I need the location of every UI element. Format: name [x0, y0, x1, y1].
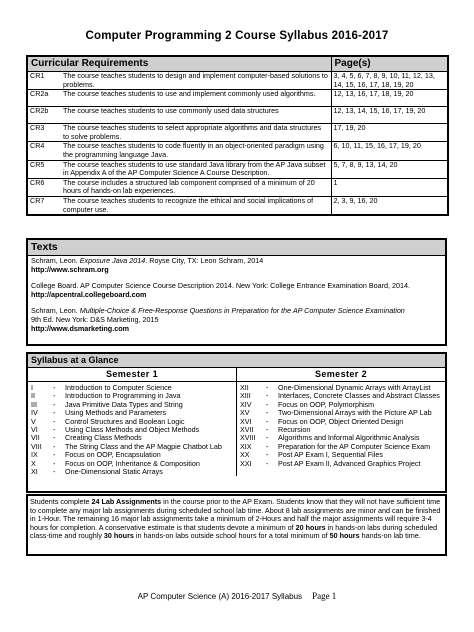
requirement-row	[27, 90, 448, 107]
lab-text: Students complete	[30, 497, 92, 506]
unit-title: Focus on OOP, Object Oriented Design	[278, 416, 404, 426]
requirement-pages: 3, 4, 5, 6, 7, 8, 9, 10, 11, 12, 13, 14, 15, 16, 17, 18, 19, 20	[331, 72, 448, 90]
lab-text: in the course prior to the AP Exam. Students know that they will not have sufficient time to complete any major lab assignments during scheduled school lab time. About 8 lab assignments are minor and can be finished in 1-Hour. The remaining 16 major lab assignments take a minimum of 2-Hours and half the major assignments will require 3-4 hours for completion. A conservative estimate is that students devote a minimum of	[30, 497, 441, 532]
requirement-code: CR4	[27, 142, 61, 160]
unit-separator: -	[53, 416, 56, 426]
page-footer	[0, 591, 474, 601]
unit-separator: -	[53, 458, 56, 468]
lab-text: in hands-on labs during scheduled class-time and roughly	[30, 522, 438, 541]
reference-author: Schram, Leon.	[31, 306, 80, 316]
unit-title: Two-Dimensional Arrays with the Picture AP Lab	[278, 408, 432, 418]
reference-link[interactable]: http://www.schram.org	[31, 264, 109, 274]
requirement-description: The course includes a structured lab component comprised of a minimum of 20 hours of hands-on lab experiences.	[61, 178, 331, 196]
text-reference-2	[28, 282, 445, 299]
text-reference-1	[28, 257, 445, 274]
lab-class-hours: 20 hours	[295, 522, 326, 532]
unit-title: Post AP Exam I, Sequential Files	[278, 450, 383, 460]
requirement-code: CR2a	[27, 90, 61, 107]
unit-number: VIII	[31, 441, 42, 451]
unit-title: Recursion	[278, 425, 311, 435]
curricular-requirements-table	[26, 55, 449, 216]
requirement-description: The course teaches students to use standard Java library from the AP Java subset in Appendix A of the AP Computer Science A Course Description.	[61, 160, 331, 178]
unit-number: XV	[240, 408, 250, 418]
unit-title: One-Dimensional Dynamic Arrays with ArrayList	[278, 383, 431, 392]
unit-title: Creating Class Methods	[65, 433, 142, 443]
document-title: Computer Programming 2 Course Syllabus 2016-2017	[85, 30, 389, 42]
unit-separator: -	[53, 433, 56, 443]
requirement-code: CR1	[27, 72, 61, 90]
reference-citation: College Board. AP Computer Science Course Description 2014. New York: College Entrance Examination Board, 2014.	[31, 281, 411, 291]
unit-separator: -	[266, 425, 269, 435]
unit-separator: -	[266, 450, 269, 460]
unit-title: One-Dimensional Static Arrays	[65, 467, 163, 477]
unit-title: Interfaces, Concrete Classes and Abstract Classes	[278, 391, 440, 401]
pages-header-label: Page(s)	[331, 56, 448, 72]
unit-separator: -	[53, 383, 56, 392]
requirement-pages: 2, 3, 9, 16, 20	[331, 196, 448, 215]
requirement-pages: 5, 7, 8, 9, 13, 14, 20	[331, 160, 448, 178]
page-number: Page 1	[312, 591, 337, 601]
semester-1-units	[28, 382, 237, 476]
requirement-row	[27, 196, 448, 215]
unit-title: Using Class Methods and Object Methods	[65, 425, 200, 435]
texts-heading: Texts	[28, 240, 445, 256]
unit-separator: -	[53, 425, 56, 435]
requirement-pages: 17, 19, 20	[331, 124, 448, 142]
lab-text: hands-on lab time.	[359, 531, 421, 541]
requirement-description: The course teaches students to code fluently in an object-oriented paradigm using the programming language Java.	[61, 142, 331, 160]
unit-separator: -	[53, 450, 56, 460]
unit-number: VII	[31, 433, 40, 443]
unit-number: I	[31, 383, 33, 392]
requirement-row	[27, 178, 448, 196]
unit-number: XIX	[240, 441, 252, 451]
requirement-code: CR5	[27, 160, 61, 178]
unit-title: Introduction to Programming in Java	[65, 391, 181, 401]
unit-separator: -	[53, 467, 56, 477]
requirement-code: CR6	[27, 178, 61, 196]
unit-separator: -	[266, 399, 269, 409]
unit-number: V	[31, 416, 36, 426]
unit-number: IX	[31, 450, 38, 460]
semester-1-label: Semester 1	[28, 368, 237, 381]
text-reference-3	[28, 307, 445, 333]
reference-link[interactable]: http://www.dsmarketing.com	[31, 323, 129, 333]
requirement-row	[27, 124, 448, 142]
semester-2-label: Semester 2	[314, 369, 368, 379]
requirement-description: The course teaches students to design and implement computer-based solutions to problems.	[61, 72, 331, 90]
lab-assignments-summary	[26, 494, 447, 556]
requirement-row	[27, 160, 448, 178]
unit-title: Algorithms and Informal Algorithmic Analysis	[278, 433, 420, 443]
requirement-pages: 1	[331, 178, 448, 196]
footer-text: AP Computer Science (A) 2016-2017 Syllabus	[137, 592, 303, 601]
unit-separator: -	[266, 416, 269, 426]
reference-publisher: 9th Ed. New York: D&S Marketing, 2015	[31, 314, 159, 324]
unit-separator: -	[53, 408, 56, 418]
unit-title: Post AP Exam II, Advanced Graphics Project	[278, 458, 421, 468]
unit-number: XVII	[240, 425, 254, 435]
unit-separator: -	[266, 458, 269, 468]
unit-title: Focus on OOP, Polymorphism	[278, 399, 375, 409]
requirement-row	[27, 142, 448, 160]
unit-number: XX	[240, 450, 250, 460]
requirement-description: The course teaches students to select appropriate algorithms and data structures to solve problems.	[61, 124, 331, 142]
unit-number: XXI	[240, 458, 252, 468]
unit-number: XII	[240, 383, 249, 392]
unit-title: Focus on OOP, Encapsulation	[65, 450, 161, 460]
unit-number: VI	[31, 425, 38, 435]
reference-link[interactable]: http://apcentral.collegeboard.com	[31, 289, 147, 299]
glance-heading: Syllabus at a Glance	[28, 354, 445, 368]
unit-number: II	[31, 391, 35, 401]
requirement-pages: 12, 13, 14, 15, 16, 17, 19, 20	[331, 107, 448, 124]
requirement-pages: 6, 10, 11, 15, 16, 17, 19, 20	[331, 142, 448, 160]
requirement-code: CR3	[27, 124, 61, 142]
unit-number: XIV	[240, 399, 252, 409]
unit-number: XI	[31, 467, 38, 477]
requirement-description: The course teaches students to recognize the ethical and social implications of computer use.	[61, 196, 331, 215]
requirement-row	[27, 72, 448, 90]
unit-title: Focus on OOP, Inheritance & Composition	[65, 458, 200, 468]
unit-separator: -	[266, 433, 269, 443]
requirement-code: CR2b	[27, 107, 61, 124]
unit-item	[240, 418, 445, 426]
unit-title: Java Primitive Data Types and String	[65, 399, 183, 409]
unit-separator: -	[266, 383, 269, 392]
lab-count: 24 Lab Assignments	[91, 497, 162, 506]
unit-number: IV	[31, 408, 38, 418]
unit-title: Control Structures and Boolean Logic	[65, 416, 185, 426]
lab-text: in hands-on labs outside school hours for a total minimum of	[133, 531, 330, 541]
reference-author: Schram, Leon.	[31, 256, 80, 265]
syllabus-at-a-glance	[26, 352, 447, 493]
unit-title: Preparation for the AP Computer Science Exam	[278, 441, 431, 451]
unit-separator: -	[266, 408, 269, 418]
lab-outside-hours: 30 hours	[103, 531, 134, 541]
requirement-description: The course teaches students to use and implement commonly used algorithms.	[61, 90, 331, 107]
unit-separator: -	[53, 441, 56, 451]
unit-number: XIII	[240, 391, 251, 401]
unit-item	[31, 468, 236, 476]
unit-number: X	[31, 458, 36, 468]
requirement-row	[27, 107, 448, 124]
texts-section	[26, 238, 447, 346]
requirements-header-label: Curricular Requirements	[27, 56, 331, 72]
unit-separator: -	[266, 441, 269, 451]
unit-title: The String Class and the AP Magpie Chatbot Lab	[65, 441, 222, 451]
unit-separator: -	[53, 399, 56, 409]
requirement-description: The course teaches students to use commonly used data structures	[61, 107, 331, 124]
semester-2-units	[237, 382, 445, 476]
unit-number: III	[31, 399, 37, 409]
reference-title: Exposure Java 2014	[79, 256, 146, 265]
reference-title: Multiple-Choice & Free-Response Questions in Preparation for the AP Computer Science Examination	[79, 306, 405, 316]
requirement-code: CR7	[27, 196, 61, 215]
lab-total-hours: 50 hours	[329, 531, 360, 541]
unit-number: XVIII	[240, 433, 256, 443]
unit-number: XVI	[240, 416, 252, 426]
requirement-pages: 12, 13, 16, 17, 18, 19, 20	[331, 90, 448, 107]
semester-header-row	[28, 368, 445, 382]
reference-publisher: . Royse City, TX: Leon Schram, 2014	[145, 256, 264, 265]
unit-item	[240, 460, 445, 468]
requirements-header-row	[27, 56, 448, 72]
unit-separator: -	[266, 391, 269, 401]
unit-title: Using Methods and Parameters	[65, 408, 167, 418]
unit-title: Introduction to Computer Science	[65, 383, 172, 392]
unit-separator: -	[53, 391, 56, 401]
